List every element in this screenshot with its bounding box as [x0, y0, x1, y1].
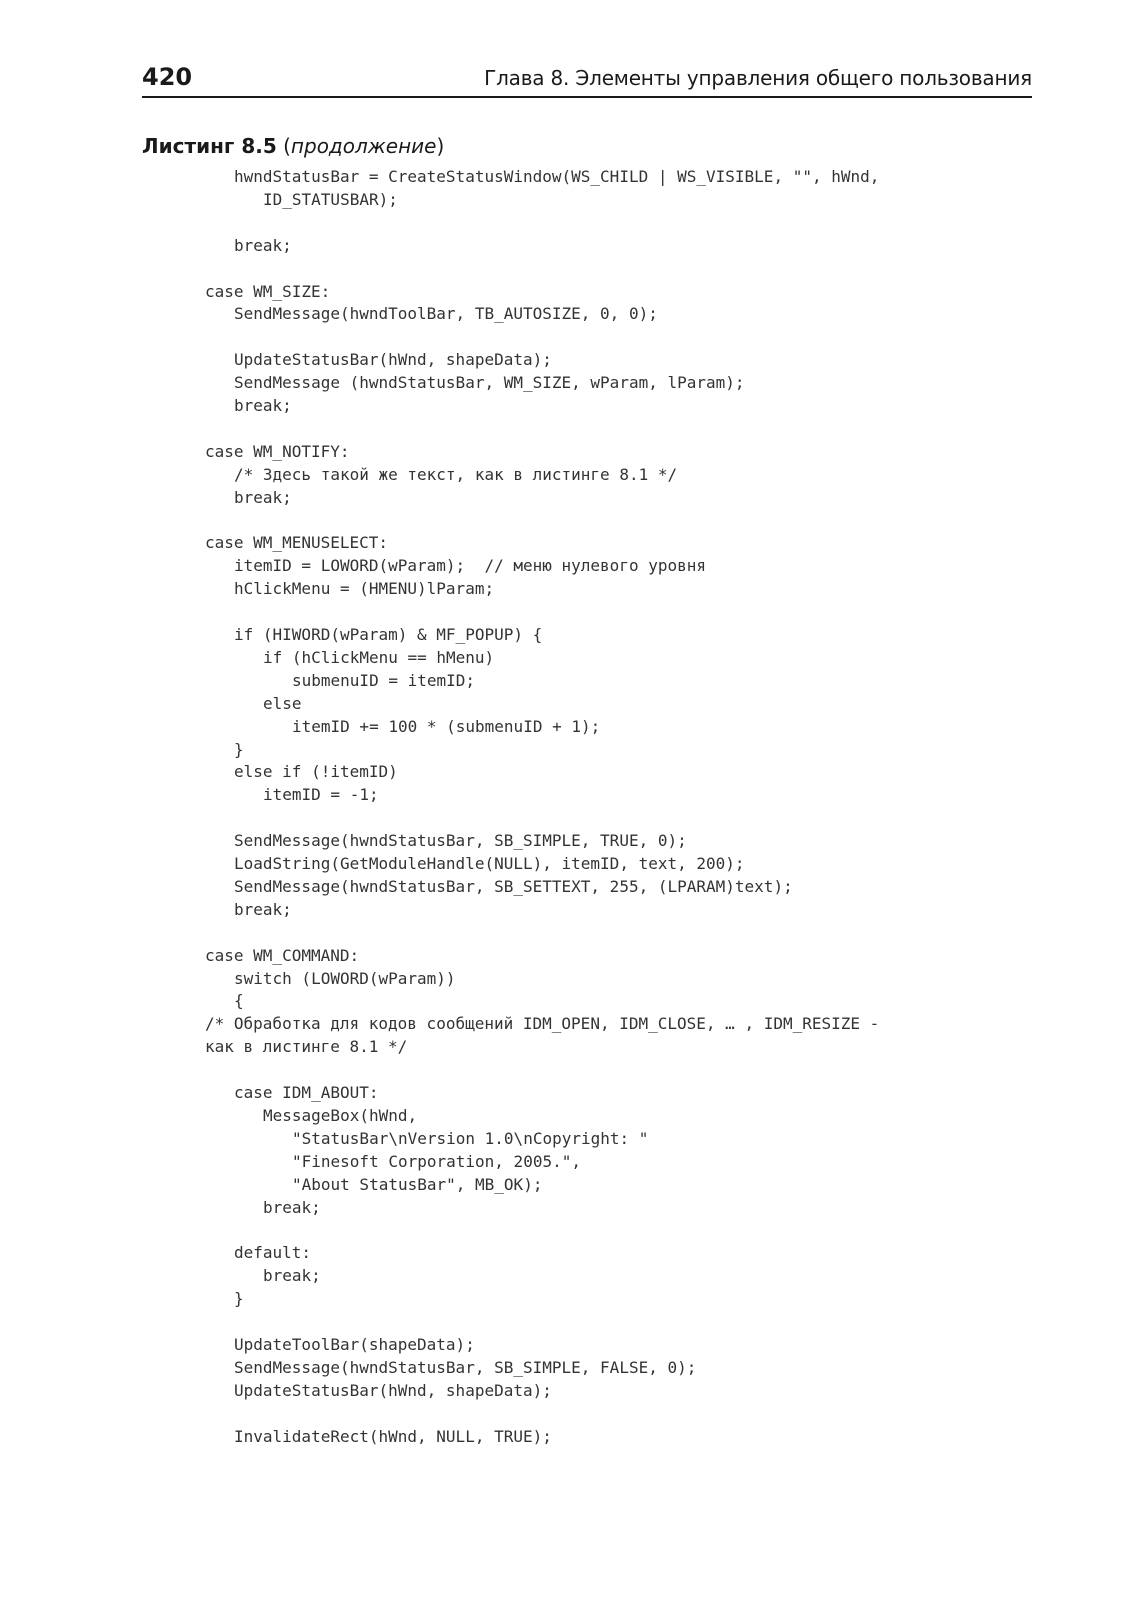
- code-line: switch (LOWORD(wParam)): [234, 969, 456, 988]
- code-line: break;: [263, 1198, 321, 1217]
- code-line: InvalidateRect(hWnd, NULL, TRUE);: [234, 1427, 552, 1446]
- code-line: как в листинге 8.1 */: [205, 1037, 408, 1056]
- running-head: [142, 62, 1032, 98]
- code-line: ID_STATUSBAR);: [263, 190, 398, 209]
- listing-label: Листинг 8.5: [142, 134, 277, 158]
- listing-open-paren: (: [276, 134, 291, 158]
- code-line: case WM_SIZE:: [205, 282, 331, 301]
- listing-caption: [142, 132, 444, 160]
- code-line: }: [234, 1289, 244, 1308]
- code-line: hClickMenu = (HMENU)lParam;: [234, 579, 495, 598]
- code-line: "Finesoft Corporation, 2005.",: [292, 1152, 581, 1171]
- code-line: LoadString(GetModuleHandle(NULL), itemID, text, 200);: [234, 854, 745, 873]
- code-line: else if (!itemID): [234, 762, 398, 781]
- code-line: case WM_MENUSELECT:: [205, 533, 389, 552]
- code-line: itemID += 100 * (submenuID + 1);: [292, 717, 601, 736]
- code-line: hwndStatusBar = CreateStatusWindow(WS_CHILD | WS_VISIBLE, "", hWnd,: [234, 167, 880, 186]
- listing-close-paren: ): [436, 134, 445, 158]
- code-line: itemID = -1;: [263, 785, 379, 804]
- code-line: if (hClickMenu == hMenu): [263, 648, 495, 667]
- code-line: MessageBox(hWnd,: [263, 1106, 418, 1125]
- code-line: break;: [234, 488, 292, 507]
- code-line: /* Обработка для кодов сообщений IDM_OPEN, IDM_CLOSE, … , IDM_RESIZE -: [205, 1014, 880, 1033]
- listing-continuation: продолжение: [290, 134, 437, 158]
- code-line: }: [234, 740, 244, 759]
- page-number: 420: [142, 63, 193, 91]
- code-line: UpdateToolBar(shapeData);: [234, 1335, 475, 1354]
- code-line: case IDM_ABOUT:: [234, 1083, 379, 1102]
- code-line: SendMessage(hwndToolBar, TB_AUTOSIZE, 0, 0);: [234, 304, 658, 323]
- code-line: else: [263, 694, 302, 713]
- code-line: if (HIWORD(wParam) & MF_POPUP) {: [234, 625, 543, 644]
- code-line: break;: [234, 236, 292, 255]
- code-line: "About StatusBar", MB_OK);: [292, 1175, 543, 1194]
- code-line: SendMessage(hwndStatusBar, SB_SETTEXT, 255, (LPARAM)text);: [234, 877, 793, 896]
- code-line: SendMessage(hwndStatusBar, SB_SIMPLE, FALSE, 0);: [234, 1358, 697, 1377]
- code-line: case WM_NOTIFY:: [205, 442, 350, 461]
- code-line: break;: [263, 1266, 321, 1285]
- code-line: UpdateStatusBar(hWnd, shapeData);: [234, 350, 552, 369]
- code-line: /* Здесь такой же текст, как в листинге 8.1 */: [234, 465, 678, 484]
- code-line: default:: [234, 1243, 312, 1262]
- code-line: UpdateStatusBar(hWnd, shapeData);: [234, 1381, 552, 1400]
- code-line: itemID = LOWORD(wParam); // меню нулевого уровня: [234, 556, 707, 575]
- code-line: {: [234, 991, 244, 1010]
- code-line: break;: [234, 396, 292, 415]
- code-line: break;: [234, 900, 292, 919]
- code-line: case WM_COMMAND:: [205, 946, 360, 965]
- code-line: submenuID = itemID;: [292, 671, 476, 690]
- chapter-title: Глава 8. Элементы управления общего пользования: [484, 66, 1032, 90]
- code-line: "StatusBar\nVersion 1.0\nCopyright: ": [292, 1129, 649, 1148]
- code-line: SendMessage(hwndStatusBar, SB_SIMPLE, TRUE, 0);: [234, 831, 687, 850]
- code-line: SendMessage (hwndStatusBar, WM_SIZE, wParam, lParam);: [234, 373, 745, 392]
